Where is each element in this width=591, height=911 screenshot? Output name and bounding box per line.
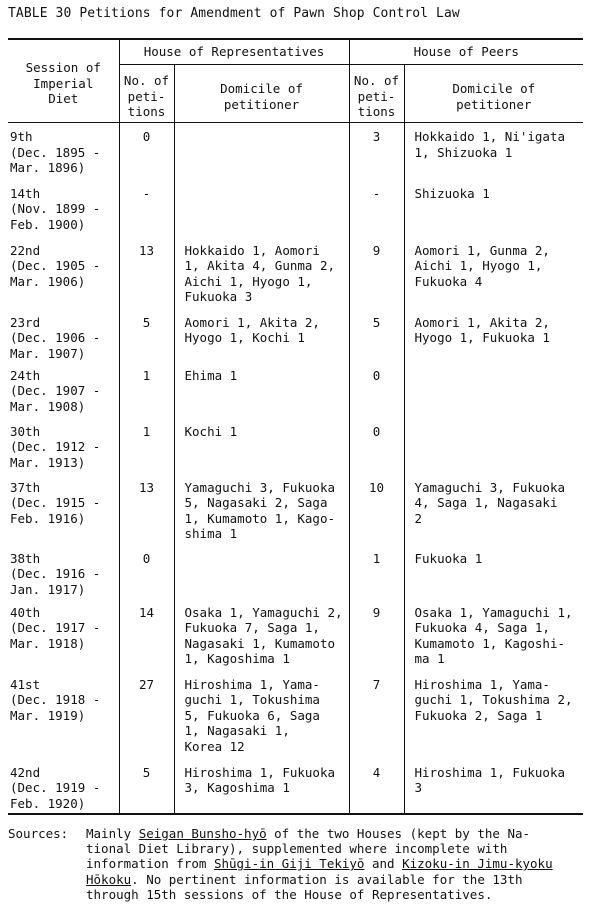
rep-num-cell: 14	[119, 599, 174, 671]
rep-domicile-cell: Hiroshima 1, Yama- guchi 1, Tokushima 5, Fukuoka 6, Saga 1, Nagasaki 1, Korea 12	[184, 676, 320, 754]
peer-num-cell: 5	[349, 309, 404, 362]
peer-domicile-cell: Shizuoka 1	[414, 185, 490, 201]
rep-num-cell: 13	[119, 237, 174, 309]
rep-num-cell: 1	[119, 362, 174, 418]
peer-domicile-cell: Aomori 1, Akita 2, Hyogo 1, Fukuoka 1	[414, 314, 550, 346]
rep-domicile-header: Domicile of petitioner	[174, 65, 349, 123]
peer-domicile-cell: Aomori 1, Gunma 2, Aichi 1, Hyogo 1, Fukuoka 4	[414, 242, 550, 289]
peer-domicile-cell: Hiroshima 1, Yama- guchi 1, Tokushima 2, Fukuoka 2, Saga 1	[414, 676, 573, 723]
house-of-peers-header: House of Peers	[349, 39, 583, 65]
rep-domicile-cell: Aomori 1, Akita 2, Hyogo 1, Kochi 1	[184, 314, 320, 346]
peer-domicile-cell: Fukuoka 1	[414, 550, 483, 566]
peer-domicile-cell	[404, 418, 583, 474]
peer-num-petitions-header: No. of peti- tions	[349, 65, 404, 123]
table-row	[8, 180, 583, 237]
session-cell: 30th (Dec. 1912 - Mar. 1913)	[10, 423, 101, 470]
rep-domicile-cell	[174, 545, 349, 599]
sources-text	[86, 826, 583, 902]
peer-num-cell: 1	[349, 545, 404, 599]
table-row	[8, 123, 583, 180]
sources-line: through 15th sessions of the House of Representatives.	[86, 886, 493, 902]
peer-num-cell: 3	[349, 123, 404, 180]
peer-domicile-header: Domicile of petitioner	[404, 65, 583, 123]
rep-domicile-cell: Osaka 1, Yamaguchi 2, Fukuoka 7, Saga 1, Nagasaki 1, Kumamoto 1, Kagoshima 1	[184, 604, 343, 667]
source-title: Shūgi-in Giji Tekiyō	[213, 856, 365, 872]
peer-domicile-cell: Hiroshima 1, Fukuoka 3	[404, 759, 583, 814]
rep-num-cell: 5	[119, 309, 174, 362]
session-header: Session of Imperial Diet	[8, 39, 119, 123]
session-cell: 38th (Dec. 1916 - Jan. 1917)	[10, 550, 101, 597]
peer-num-cell: 0	[349, 362, 404, 418]
sources-text-segment: . No pertinent information is available for the 13th	[131, 871, 523, 887]
sources-line: tional Diet Library), supplemented where incomplete with	[86, 841, 508, 857]
peer-num-cell: 0	[349, 418, 404, 474]
house-of-representatives-header: House of Representatives	[119, 39, 349, 65]
rep-num-cell: 0	[119, 123, 174, 180]
peer-num-cell: 9	[349, 237, 404, 309]
rep-num-cell: 5	[119, 759, 174, 814]
source-title: Hōkoku	[86, 871, 132, 887]
peer-num-cell: 7	[349, 671, 404, 759]
session-cell: 40th (Dec. 1917 - Mar. 1918)	[10, 604, 101, 651]
session-cell: 41st (Dec. 1918 - Mar. 1919)	[10, 676, 101, 723]
source-title: Seigan Bunsho-hyō	[138, 826, 267, 841]
sources-text-segment: information from	[86, 856, 214, 872]
sources-text-segment: of the two Houses (kept by the Na-	[266, 826, 531, 841]
peer-num-cell: 4	[349, 759, 404, 814]
petitions-table	[8, 38, 583, 815]
table-row	[8, 599, 583, 671]
table-row	[8, 759, 583, 814]
table-row	[8, 362, 583, 418]
rep-num-cell: 27	[119, 671, 174, 759]
peer-domicile-cell: Yamaguchi 3, Fukuoka 4, Saga 1, Nagasaki 2	[414, 479, 566, 526]
table-row	[8, 474, 583, 545]
table-row	[8, 545, 583, 599]
rep-num-petitions-header: No. of peti- tions	[119, 65, 174, 123]
rep-domicile-cell: Hiroshima 1, Fukuoka 3, Kagoshima 1	[174, 759, 349, 814]
table-title: TABLE 30 Petitions for Amendment of Pawn Shop Control Law	[8, 6, 460, 21]
rep-domicile-cell: Kochi 1	[184, 423, 238, 439]
session-cell: 9th (Dec. 1895 - Mar. 1896)	[10, 129, 101, 176]
rep-num-cell: 0	[119, 545, 174, 599]
session-cell: 14th (Nov. 1899 - Feb. 1900)	[10, 185, 101, 232]
session-cell: 22nd (Dec. 1905 - Mar. 1906)	[10, 242, 101, 289]
rep-domicile-cell: Yamaguchi 3, Fukuoka 5, Nagasaki 2, Saga 1, Kumamoto 1, Kago- shima 1	[184, 479, 336, 542]
source-title: Kizoku-in Jimu-kyoku	[402, 856, 553, 872]
session-cell: 24th (Dec. 1907 - Mar. 1908)	[10, 367, 101, 414]
session-cell: 42nd (Dec. 1919 - Feb. 1920)	[8, 759, 119, 814]
table-row	[8, 418, 583, 474]
peer-num-cell: 10	[349, 474, 404, 545]
rep-domicile-cell: Ehima 1	[184, 367, 238, 383]
peer-domicile-cell: Hokkaido 1, Ni'igata 1, Shizuoka 1	[414, 129, 566, 160]
table-row	[8, 237, 583, 309]
peer-domicile-cell	[404, 362, 583, 418]
rep-domicile-cell	[174, 123, 349, 180]
session-cell: 37th (Dec. 1915 - Feb. 1916)	[10, 479, 101, 526]
rep-num-cell: 13	[119, 474, 174, 545]
sources-label: Sources:	[8, 826, 69, 841]
rep-num-cell: -	[119, 180, 174, 237]
sources-line	[86, 856, 583, 871]
sources-line	[86, 826, 583, 841]
session-cell: 23rd (Dec. 1906 - Mar. 1907)	[10, 314, 101, 361]
table-row	[8, 671, 583, 759]
rep-domicile-cell	[174, 180, 349, 237]
peer-num-cell: -	[349, 180, 404, 237]
sources-text-segment: Mainly	[86, 826, 139, 841]
peer-num-cell: 9	[349, 599, 404, 671]
sources-line	[86, 872, 583, 887]
rep-domicile-cell: Hokkaido 1, Aomori 1, Akita 4, Gunma 2, Aichi 1, Hyogo 1, Fukuoka 3	[184, 242, 336, 305]
table-row	[8, 309, 583, 362]
rep-num-cell: 1	[119, 418, 174, 474]
peer-domicile-cell: Osaka 1, Yamaguchi 1, Fukuoka 4, Saga 1, Kumamoto 1, Kagoshi- ma 1	[414, 604, 573, 667]
sources-text-segment: and	[364, 856, 403, 872]
